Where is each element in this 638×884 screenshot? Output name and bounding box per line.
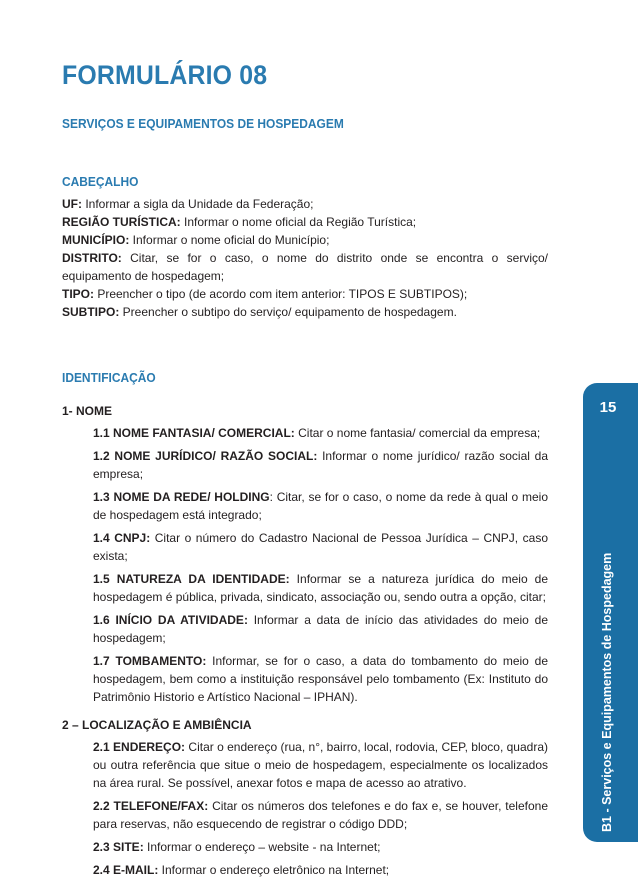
field-label: DISTRITO:: [62, 251, 122, 265]
field-label: MUNICÍPIO:: [62, 233, 130, 247]
field-text: Informar o nome oficial da Região Turística;: [180, 215, 417, 229]
item-label: 2.4 E-MAIL:: [93, 863, 159, 877]
field-text: Preencher o subtipo do serviço/ equipamento de hospedagem.: [119, 305, 457, 319]
item-2-1: [93, 738, 548, 792]
field-uf: [62, 195, 548, 213]
item-label: 1.4 CNPJ:: [93, 531, 151, 545]
field-label: TIPO:: [62, 287, 94, 301]
item-label: 1.3 NOME DA REDE/ HOLDING: [93, 490, 270, 504]
chapter-label: B1 - Serviços e Equipamentos de Hospedagem: [600, 552, 614, 832]
item-2-2: [93, 797, 548, 833]
item-1-6: [93, 611, 548, 647]
field-label: SUBTIPO:: [62, 305, 120, 319]
item-text: Citar os números dos telefones e do fax e, se houver, telefone para reservas, não esquecendo de registrar o código DDD;: [93, 799, 548, 831]
field-label: UF:: [62, 197, 82, 211]
field-municipio: [62, 231, 548, 249]
form-subtitle: SERVIÇOS E EQUIPAMENTOS DE HOSPEDAGEM: [62, 116, 344, 131]
item-1-1: [93, 424, 548, 442]
chapter-side-tab: [583, 383, 638, 842]
section-heading-cabecalho: CABEÇALHO: [62, 174, 139, 189]
field-text: Citar, se for o caso, o nome do distrito onde se encontra o serviço/ equipamento de hospedagem;: [62, 251, 548, 283]
form-title: FORMULÁRIO 08: [62, 60, 268, 90]
item-label: 1.7 TOMBAMENTO:: [93, 654, 207, 668]
item-1-7: [93, 652, 548, 706]
item-label: 1.6 INÍCIO DA ATIVIDADE:: [93, 613, 248, 627]
localizacao-items: [62, 738, 548, 879]
item-2-3: [93, 838, 548, 856]
item-text: Informar o nome jurídico/ razão social da empresa;: [93, 449, 548, 481]
item-1-3: [93, 488, 548, 524]
nome-heading: 1- NOME: [62, 404, 113, 418]
item-text: Informar o endereço eletrônico na Internet;: [158, 863, 390, 877]
field-text: Informar o nome oficial do Município;: [129, 233, 330, 247]
item-label: 2.1 ENDEREÇO:: [93, 740, 186, 754]
item-label: 1.2 NOME JURÍDICO/ RAZÃO SOCIAL:: [93, 449, 318, 463]
item-label: 2.2 TELEFONE/FAX:: [93, 799, 209, 813]
item-text: Citar o endereço (rua, n°, bairro, local, rodovia, CEP, bloco, quadra) ou outra referência que situe o meio de hospedagem, especialmente os localizados na área rural. Se possível, anexar fotos e mapa de acesso ao atrativo.: [93, 740, 548, 790]
page-number: 15: [599, 399, 617, 416]
item-text: Informar a data de início das atividades do meio de hospedagem;: [93, 613, 548, 645]
item-1-4: [93, 529, 548, 565]
item-text: Informar se a natureza jurídica do meio de hospedagem é pública, privada, sindicato, associação ou, sendo outra a opção, citar;: [93, 572, 548, 604]
field-tipo: [62, 285, 548, 303]
nome-items: [62, 424, 548, 706]
item-2-4: [93, 861, 548, 879]
section-heading-identificacao: IDENTIFICAÇÃO: [62, 370, 156, 385]
field-text: Informar a sigla da Unidade da Federação;: [82, 197, 314, 211]
identificacao-block: [62, 402, 548, 884]
item-1-5: [93, 570, 548, 606]
item-text: Citar o nome fantasia/ comercial da empresa;: [294, 426, 541, 440]
cabecalho-block: [62, 195, 548, 321]
item-label: 1.5 NATUREZA DA IDENTIDADE:: [93, 572, 290, 586]
item-text: Citar o número do Cadastro Nacional de Pessoa Jurídica – CNPJ, caso exista;: [93, 531, 548, 563]
field-distrito: [62, 249, 548, 285]
item-1-2: [93, 447, 548, 483]
field-text: Preencher o tipo (de acordo com item anterior: TIPOS E SUBTIPOS);: [94, 287, 468, 301]
item-label: 1.1 NOME FANTASIA/ COMERCIAL:: [93, 426, 295, 440]
item-label: 2.3 SITE:: [93, 840, 144, 854]
field-regiao-turistica: [62, 213, 548, 231]
localizacao-heading: 2 – LOCALIZAÇÃO E AMBIÊNCIA: [62, 718, 252, 732]
item-text: Informar o endereço – website - na Internet;: [143, 840, 381, 854]
field-subtipo: [62, 303, 548, 321]
item-text: Informar, se for o caso, a data do tombamento do meio de hospedagem, bem como a instituição responsável pelo tombamento (Ex: Instituto do Patrimônio Historio e Artístico Nacional – IPHAN).: [93, 654, 548, 704]
field-label: REGIÃO TURÍSTICA:: [62, 215, 181, 229]
item-text: : Citar, se for o caso, o nome da rede à qual o meio de hospedagem está integrado;: [93, 490, 548, 522]
